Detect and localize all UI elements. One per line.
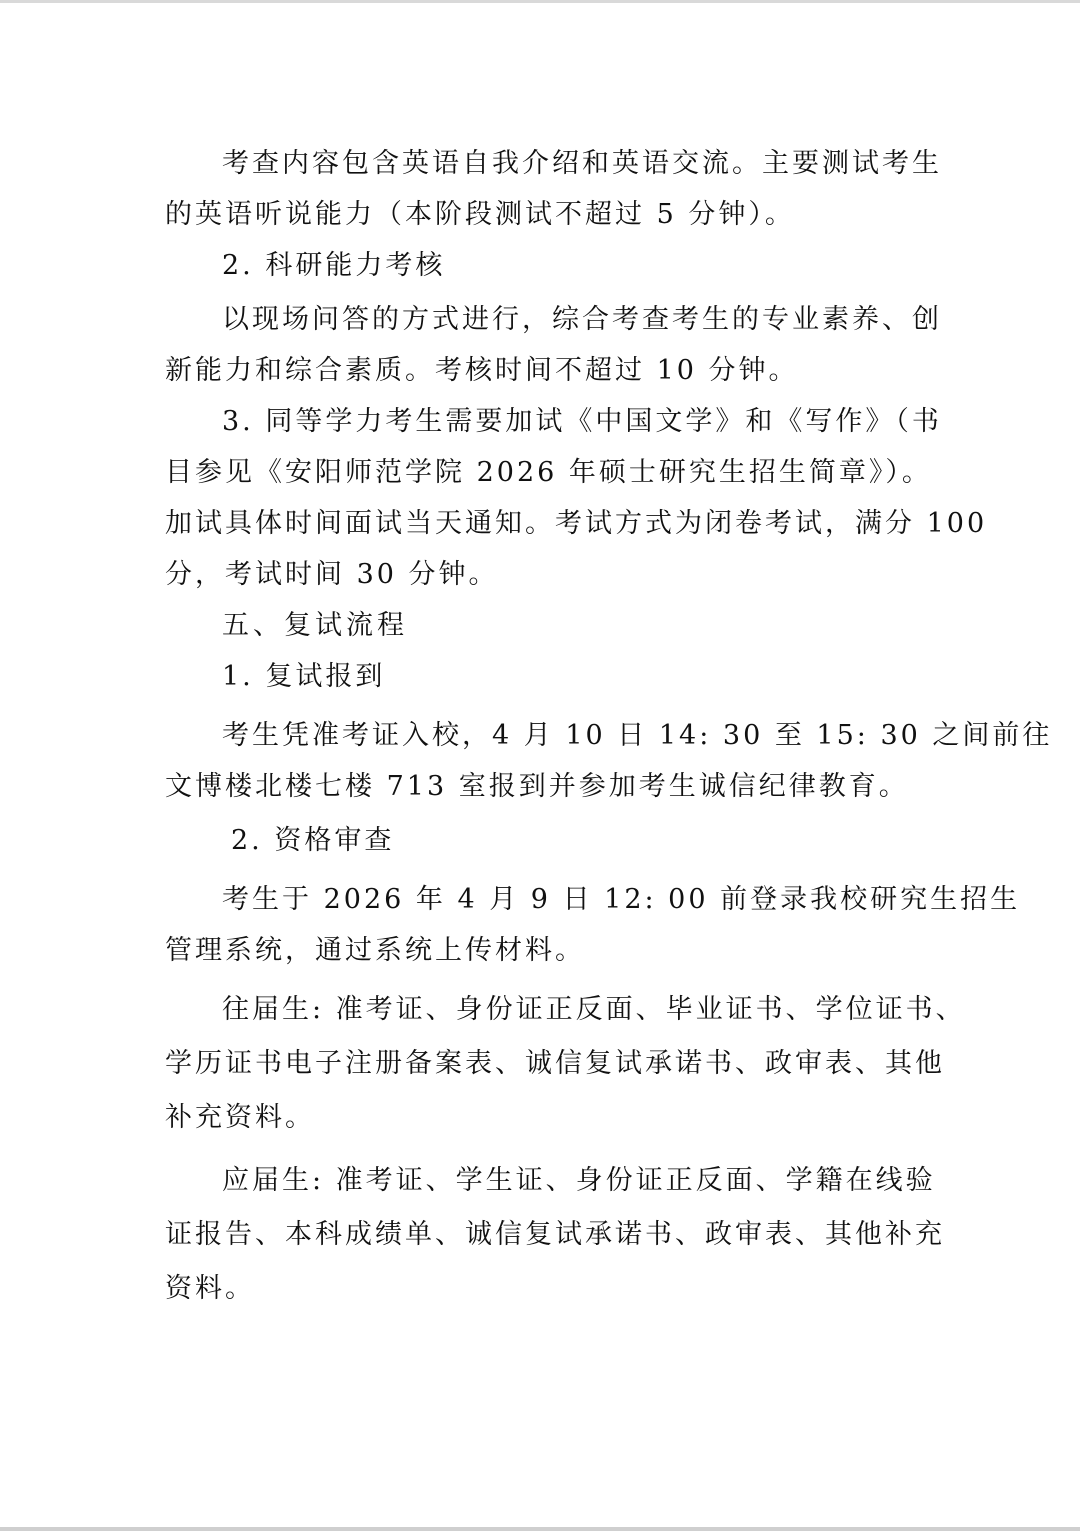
subheading-research-ability: 2. 科研能力考核 — [222, 250, 446, 281]
page-top-edge — [0, 0, 1080, 3]
paragraph-current-graduates-line-2: 证报告、本科成绩单、诚信复试承诺书、政审表、其他补充 — [165, 1219, 945, 1250]
paragraph-qualification-line-2: 管理系统，通过系统上传材料。 — [165, 935, 585, 966]
paragraph-registration-line-2: 文博楼北楼七楼 713 室报到并参加考生诚信纪律教育。 — [165, 771, 909, 802]
subheading-qualification-review: 2. 资格审查 — [231, 825, 395, 856]
paragraph-registration-line-1: 考生凭准考证入校，4 月 10 日 14: 30 至 15: 30 之间前往 — [222, 720, 1053, 751]
paragraph-research-line-1: 以现场问答的方式进行，综合考查考生的专业素养、创 — [222, 304, 942, 335]
paragraph-previous-graduates-line-3: 补充资料。 — [165, 1102, 315, 1133]
paragraph-english-test-line-1: 考查内容包含英语自我介绍和英语交流。主要测试考生 — [222, 148, 942, 179]
section-heading-retest-process: 五、复试流程 — [222, 610, 408, 641]
paragraph-qualification-line-1: 考生于 2026 年 4 月 9 日 12: 00 前登录我校研究生招生 — [222, 884, 1021, 915]
paragraph-research-line-2: 新能力和综合素质。考核时间不超过 10 分钟。 — [165, 355, 799, 386]
paragraph-equivalent-line-3: 加试具体时间面试当天通知。考试方式为闭卷考试，满分 100 — [165, 508, 988, 539]
subheading-retest-registration: 1. 复试报到 — [222, 661, 386, 692]
document-body — [165, 138, 1053, 1314]
paragraph-previous-graduates-line-2: 学历证书电子注册备案表、诚信复试承诺书、政审表、其他 — [165, 1048, 945, 1079]
paragraph-english-test-line-2: 的英语听说能力（本阶段测试不超过 5 分钟）。 — [165, 199, 795, 230]
page-bottom-edge — [0, 1527, 1080, 1531]
paragraph-equivalent-line-4: 分，考试时间 30 分钟。 — [165, 559, 499, 590]
paragraph-current-graduates-line-1: 应届生: 准考证、学生证、身份证正反面、学籍在线验 — [222, 1165, 936, 1196]
paragraph-equivalent-line-2: 目参见《安阳师范学院 2026 年硕士研究生招生简章》）。 — [165, 457, 932, 488]
paragraph-previous-graduates-line-1: 往届生: 准考证、身份证正反面、毕业证书、学位证书、 — [222, 994, 966, 1025]
paragraph-equivalent-line-1: 3. 同等学力考生需要加试《中国文学》和《写作》（书 — [222, 406, 942, 437]
paragraph-current-graduates-line-3: 资料。 — [165, 1273, 255, 1304]
